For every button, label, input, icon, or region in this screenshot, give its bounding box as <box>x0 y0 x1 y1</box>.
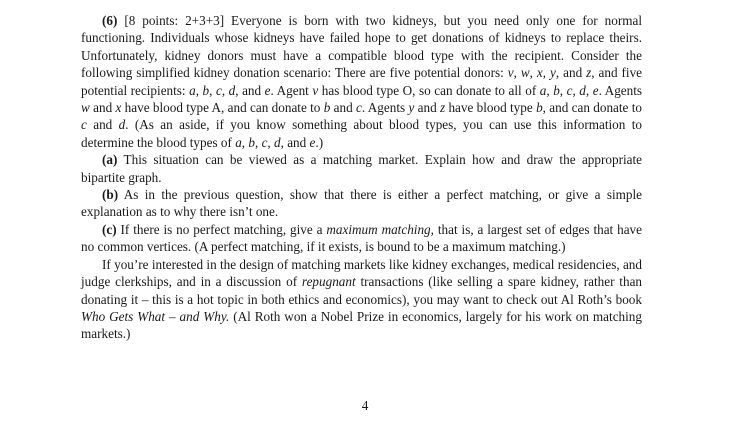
intro-text: has blood type O, so can donate to all of <box>318 82 540 98</box>
sep: , <box>209 82 216 98</box>
intro-text: . (As an aside, if you know something about blood types, you can use this information to determine the blood types of <box>81 117 642 150</box>
var-b: b <box>323 100 331 116</box>
sep: , <box>542 65 551 81</box>
sep: , <box>195 82 203 98</box>
var-e: e <box>264 82 271 98</box>
sep: , <box>267 134 275 150</box>
part-b-text: As in the previous question, show that there is either a perfect matching, or give a simple explanation as to why there isn’t one. <box>81 187 642 220</box>
sep: , <box>559 82 567 98</box>
var-a: a <box>539 82 547 98</box>
var-c: c <box>566 82 573 98</box>
note-text: transactions (like selling a spare kidney, rather than donating it – this is a hot topic in both ethics and economics), you may want to check out Al Roth’s book <box>81 274 643 307</box>
intro-text: have blood type A, and can donate to <box>121 100 324 116</box>
intro-text: , and can donate to <box>542 100 642 116</box>
var-a: a <box>189 82 196 98</box>
var-d: d <box>118 117 126 133</box>
intro-text: . Agents <box>598 82 643 98</box>
var-w: w <box>520 65 530 81</box>
var-c: c <box>81 117 87 133</box>
var-w: w <box>81 100 90 116</box>
var-x: x <box>536 65 543 81</box>
part-a <box>81 151 642 186</box>
intro-text: , and five potential recipients: <box>81 65 643 98</box>
sep: , <box>241 134 249 150</box>
sep: , and <box>280 134 310 150</box>
part-a-text: This situation can be viewed as a matching market. Explain how and draw the appropriate bipartite graph. <box>81 152 642 185</box>
var-c: c <box>261 134 268 150</box>
problem-6 <box>81 12 642 343</box>
intro-text: and <box>414 100 440 116</box>
intro-text: and <box>89 100 116 116</box>
var-z: z <box>439 100 446 116</box>
part-b <box>81 186 642 221</box>
var-x: x <box>115 100 122 116</box>
page-number: 4 <box>361 398 369 413</box>
var-y: y <box>408 100 415 116</box>
var-d: d <box>274 134 281 150</box>
part-c-text: that is, a largest set of edges that have no common vertices. (A perfect matching, if it exists, is bound to be a maximum matching.) <box>81 221 643 255</box>
var-z: z <box>586 65 592 81</box>
sep: , <box>572 82 580 98</box>
var-e: e <box>592 82 599 98</box>
note-text: If you’re interested in the design of matching markets like kidney exchanges, medical residencies, and judge clerkships, and in a discussion of <box>81 256 642 290</box>
var-c: c <box>356 100 362 116</box>
sep: , <box>585 82 593 98</box>
sep: , and <box>555 65 587 81</box>
var-b: b <box>553 82 560 98</box>
intro-text: .) <box>315 134 324 150</box>
var-a: a <box>235 134 242 150</box>
var-d: d <box>228 82 236 98</box>
part-a-label: (a) <box>102 152 118 168</box>
part-c <box>81 221 642 256</box>
part-c-label: (c) <box>102 221 117 237</box>
var-y: y <box>550 65 556 81</box>
part-c-text: If there is no perfect matching, give a <box>116 221 327 237</box>
book-title: Who Gets What – and Why. <box>81 308 230 324</box>
sep: , <box>546 82 554 98</box>
sep: , <box>529 65 537 81</box>
intro-text: and <box>330 100 356 116</box>
sep: , <box>254 134 262 150</box>
var-d: d <box>579 82 586 98</box>
intro-text: Everyone is born with two kidneys, but you need only one for normal functioning. Individuals whose kidneys have failed hope to get donations of kidneys to replace theirs. Unfortunately, kidney donors must have a compatible blood type with the recipient. Consider the following simplified kidney donation scenario: There are five potential donors: <box>81 13 642 81</box>
sep: , <box>513 65 521 81</box>
points-label: [8 points: 2+3+3] <box>124 13 225 28</box>
problem-number: (6) <box>102 13 118 28</box>
part-c-emphasis: maximum matching, <box>326 221 434 237</box>
var-v: v <box>312 82 319 98</box>
var-v: v <box>507 65 514 81</box>
intro-text: have blood type <box>445 100 537 116</box>
sep: , and <box>235 82 265 98</box>
var-b: b <box>202 82 210 98</box>
var-b: b <box>248 134 255 150</box>
intro-text: . Agent <box>270 82 313 98</box>
note-emphasis-repugnant: repugnant <box>301 274 356 290</box>
part-b-label: (b) <box>102 187 119 203</box>
var-b: b <box>536 100 543 116</box>
var-c: c <box>215 82 222 98</box>
intro-text: . Agents <box>361 100 409 116</box>
further-reading-note <box>81 256 642 343</box>
note-text: (Al Roth won a Nobel Prize in economics, largely for his work on matching markets.) <box>81 308 642 342</box>
var-e: e <box>309 134 316 150</box>
intro-text: and <box>86 117 119 133</box>
sep: , <box>221 82 229 98</box>
problem-intro <box>81 12 642 151</box>
